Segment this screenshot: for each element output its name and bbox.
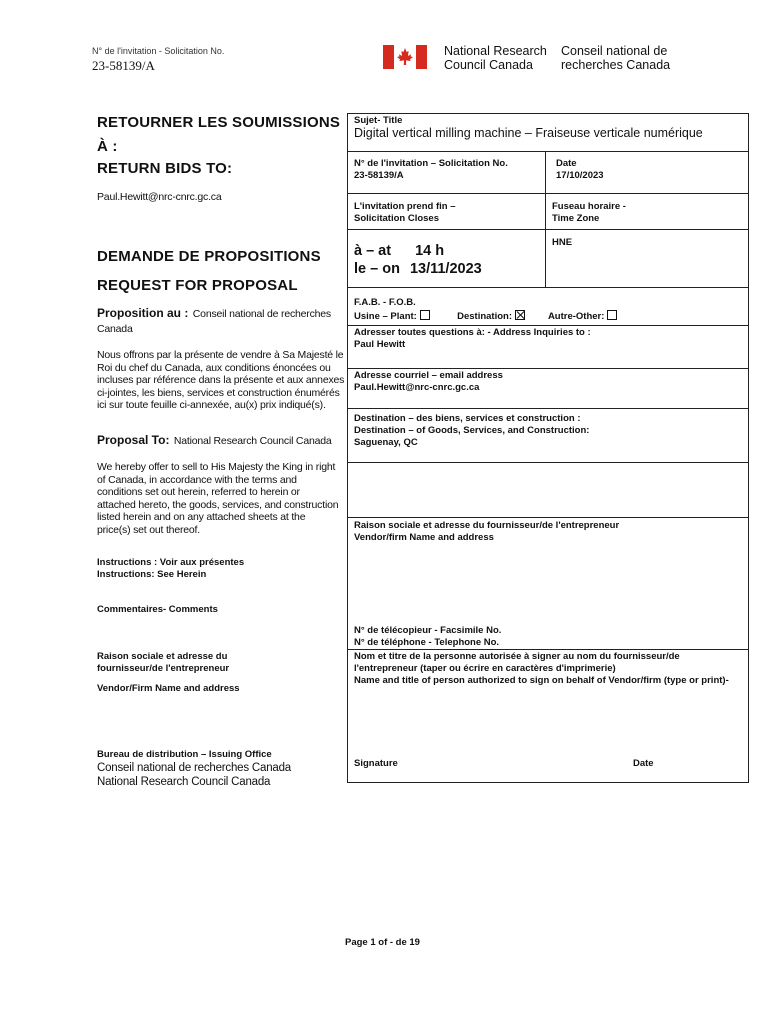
return-bids-en: RETURN BIDS TO:: [97, 160, 233, 177]
issuing-office-label: Bureau de distribution – Issuing Office: [97, 749, 272, 760]
timezone-label: Fuseau horaire - Time Zone: [552, 201, 626, 224]
inquiry-email: Adresse courriel – email address Paul.Hewitt@nrc-cnrc.gc.ca: [354, 370, 503, 393]
inquiries: Adresser toutes questions à: - Address Inquiries to : Paul Hewitt: [354, 327, 591, 350]
other-checkbox[interactable]: [607, 310, 617, 320]
fob-label: F.A.B. - F.O.B.: [354, 297, 416, 308]
destination-info: Destination – des biens, services et construction : Destination – of Goods, Services, and Construction: Saguenay, QC: [354, 413, 590, 448]
instructions: Instructions : Voir aux présentes Instructions: See Herein: [97, 557, 245, 580]
french-offer-text: Nous offrons par la présente de vendre à Sa Majesté le Roi du chef du Canada, aux conditions énoncées ou incluses par référence dans la présente et aux annexes ci-jointes, les biens, services et construction énumérés ici sur toute feuille ci-annexée, au(x) prix indiqué(s).: [97, 349, 345, 411]
title-label: Sujet- Title: [354, 115, 403, 126]
return-bids-fr: RETOURNER LES SOUMISSIONS: [97, 114, 341, 131]
closes-label: L'invitation prend fin – Solicitation Closes: [354, 201, 456, 224]
english-offer-text: We hereby offer to sell to His Majesty the King in right of Canada, in accordance with the terms and conditions set out herein, referred to herein or attached hereto, the goods, services, and construction listed herein and on any attached sheets at the price(s) set out thereof.: [97, 461, 339, 536]
plant-checkbox[interactable]: [420, 310, 430, 320]
signer-info: Nom et titre de la personne autorisée à signer au nom du fournisseur/de l'entrepreneur (taper ou écrire en caractères d'imprimerie) Name and title of person authorized to sign on behalf of Vendor/firm (type or print)-: [354, 651, 729, 686]
nrc-english-name: National Research Council Canada: [444, 44, 547, 72]
vendor-label-left: Raison sociale et adresse du fournisseur/de l'entrepreneur: [97, 651, 230, 674]
issuing-office: Conseil national de recherches Canada National Research Council Canada: [97, 762, 291, 788]
nrc-french-name: Conseil national de recherches Canada: [561, 44, 671, 72]
closing-time: à – at 14 h le – on 13/11/2023: [354, 243, 482, 277]
comments-label: Commentaires- Comments: [97, 604, 218, 615]
destination-checkbox[interactable]: [515, 310, 525, 320]
solicitation-label: N° de l'invitation - Solicitation No.: [92, 46, 225, 56]
signature-label: Signature: [354, 758, 398, 769]
proposal-to: Proposal To: National Research Council Canada: [97, 433, 332, 447]
demande-heading: DEMANDE DE PROPOSITIONS: [97, 248, 321, 265]
page-number: Page 1 of - de 19: [345, 937, 420, 948]
canada-flag-icon: [383, 45, 427, 74]
title-value: Digital vertical milling machine – Fraiseuse verticale numérique: [354, 126, 703, 140]
solicitation-number: 23-58139/A: [92, 58, 155, 73]
return-email: Paul.Hewitt@nrc-cnrc.gc.ca: [97, 191, 222, 203]
rfp-heading: REQUEST FOR PROPOSAL: [97, 277, 298, 294]
issue-date: Date 17/10/2023: [556, 158, 604, 181]
vendor-label-right: Raison sociale et adresse du fournisseur/de l'entrepreneur Vendor/firm Name and address: [354, 520, 620, 543]
proposition-au: Proposition au : Conseil national de recherches Canada: [97, 306, 331, 335]
timezone-value: HNE: [552, 237, 573, 248]
fax-phone: N° de télécopieur - Facsimile No. N° de téléphone - Telephone No.: [354, 625, 502, 648]
sol-no: N° de l'invitation – Solicitation No. 23-58139/A: [354, 158, 508, 181]
vendor-label-left-en: Vendor/Firm Name and address: [97, 683, 240, 694]
signature-date-label: Date: [633, 758, 654, 769]
return-bids-fr-2: À :: [97, 138, 118, 155]
fob-options: Usine – Plant: Destination: Autre-Other:: [354, 310, 749, 323]
